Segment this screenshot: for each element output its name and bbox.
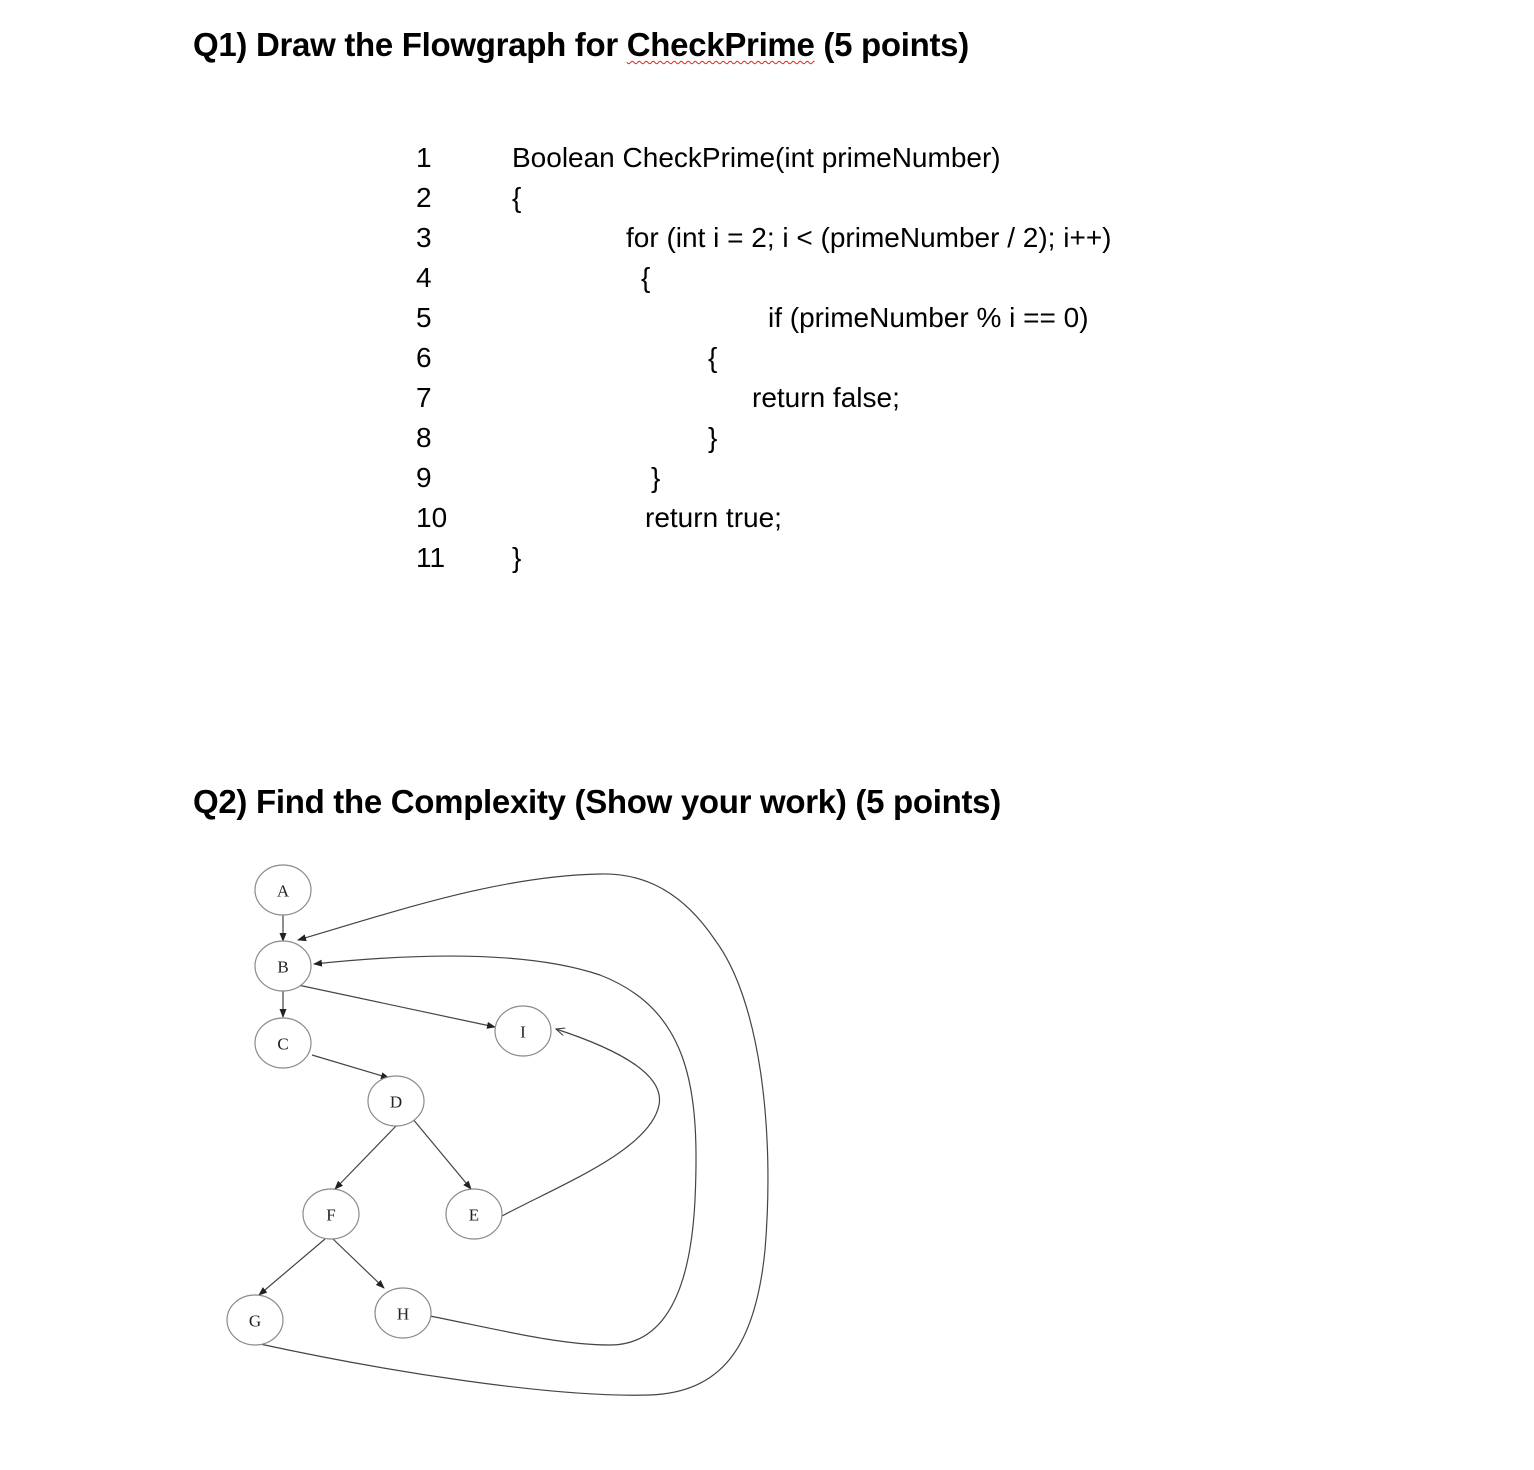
svg-text:C: C — [277, 1034, 289, 1054]
code-line-7: return false; — [752, 382, 900, 413]
edge-f-h — [333, 1239, 384, 1288]
svg-text:E: E — [468, 1205, 480, 1225]
code-line-2: { — [512, 182, 522, 213]
line-number: 4 — [416, 262, 432, 293]
edge-e-i — [502, 1029, 660, 1216]
code-line-4: { — [641, 262, 651, 293]
code-line-11: } — [512, 542, 522, 573]
node-d — [368, 1076, 424, 1126]
svg-text:H: H — [396, 1304, 410, 1324]
code-line-10: return true; — [645, 502, 782, 533]
node-c — [255, 1018, 311, 1068]
code-line-3: for (int i = 2; i < (primeNumber / 2); i++) — [626, 222, 1112, 253]
svg-text:I: I — [520, 1022, 526, 1042]
node-e — [446, 1189, 502, 1239]
code-line-1: Boolean CheckPrime(int primeNumber) — [512, 142, 1001, 173]
node-g — [227, 1295, 283, 1345]
svg-text:G: G — [248, 1311, 262, 1331]
node-b — [255, 941, 311, 991]
line-number: 7 — [416, 382, 432, 413]
line-number: 6 — [416, 342, 432, 373]
q1-heading-suffix: (5 points) — [814, 26, 969, 63]
code-line-9: } — [651, 462, 661, 493]
q1-heading-prefix: Q1) Draw the Flowgraph for — [193, 26, 627, 63]
svg-text:A: A — [276, 881, 290, 901]
q1-heading-function-name: CheckPrime — [626, 26, 815, 63]
edge-c-d — [312, 1055, 389, 1078]
line-number: 3 — [416, 222, 432, 253]
line-number: 8 — [416, 422, 432, 453]
edge-f-g — [259, 1239, 325, 1295]
code-line-8: } — [708, 422, 718, 453]
svg-text:B: B — [277, 957, 289, 977]
edge-b-i — [298, 985, 495, 1027]
code-line-5: if (primeNumber % i == 0) — [768, 302, 1089, 333]
node-a — [255, 865, 311, 915]
line-number: 5 — [416, 302, 432, 333]
edge-g-b — [260, 874, 768, 1395]
line-number: 9 — [416, 462, 432, 493]
node-h — [375, 1288, 431, 1338]
edge-d-e — [412, 1118, 471, 1189]
q2-heading: Q2) Find the Complexity (Show your work) (5 points) — [193, 783, 1001, 820]
line-number: 2 — [416, 182, 432, 213]
svg-text:D: D — [389, 1092, 403, 1112]
line-number: 11 — [416, 542, 446, 573]
svg-text:F: F — [326, 1205, 336, 1225]
line-number: 1 — [416, 142, 432, 173]
node-f — [303, 1189, 359, 1239]
code-line-6: { — [708, 342, 718, 373]
line-number: 10 — [416, 502, 448, 533]
node-i — [495, 1006, 551, 1056]
edge-d-f — [335, 1125, 397, 1189]
